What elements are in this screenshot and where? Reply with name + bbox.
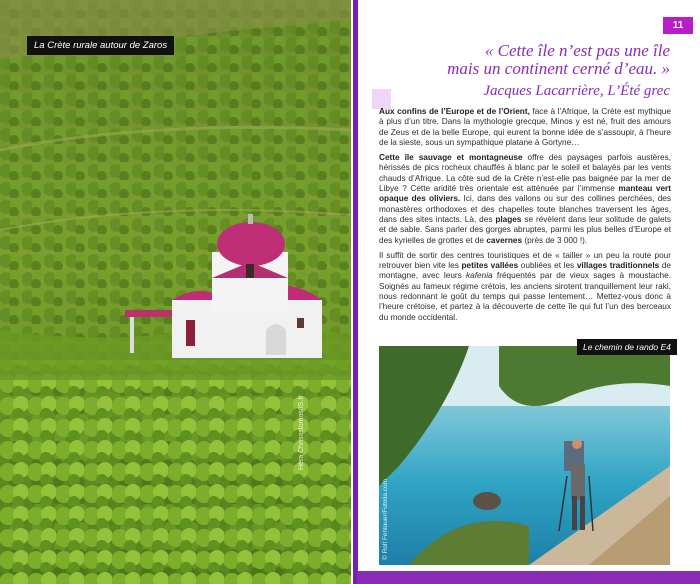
paragraph-marker	[372, 89, 391, 109]
p3-text-4: fréquentés par de vieux sages à moustache. Soignés au fameux régime crétois, les anciens sirotent tranquillement leur raki, nous redonnant le goût du temps qui passe lentement… Mettez-vous donc à l’heure crétoise, et partez à la découverte de cette île qui fut l’un des berceaux du monde occidental.	[379, 271, 671, 322]
paragraph-1	[379, 107, 671, 148]
p1-text: face à l’Afrique, la Crète est mythique à plus d’un titre. Dans la mythologie grecque, Minos y est né, fruit des amours de Zeus et de la belle Europe, qui eurent la bonne idée de s’assoupir, à l’heure de la sieste, sous un sympathique platane à Gortyne…	[379, 107, 671, 147]
beach-illustration	[379, 346, 670, 565]
page-edge-stripe	[353, 0, 358, 584]
quote-line-1: « Cette île n’est pas une île	[484, 41, 670, 60]
hiker-beach-photo	[379, 346, 670, 565]
p3-bold-1: petites vallées	[461, 261, 519, 271]
quote-author: Jacques Lacarrière, L’Été grec	[483, 83, 670, 99]
p2-text-3: se révèlent dans leur solitude de galets et de sable. Sans parler des gorges abruptes, parmi les plus belles d’Europe et des kyrielles de grottes et de	[379, 214, 671, 245]
body-text	[379, 107, 671, 328]
page-number: 11	[663, 17, 693, 34]
p3-bold-2: villages traditionnels	[576, 261, 660, 271]
bottom-color-bar	[357, 571, 700, 584]
p2-bold-3: cavernes	[486, 235, 523, 245]
right-photo-credit: © Rolf Fehlauer/Fotolia.com	[382, 478, 389, 560]
paragraph-3	[379, 251, 671, 323]
paragraph-2	[379, 153, 671, 246]
p3-text-3: de montagne, avec leurs	[379, 261, 671, 281]
left-photo-credit: Héra Chrisostomos/IS.fr	[298, 395, 305, 470]
p3-italic-1: kafenia	[466, 271, 493, 281]
right-photo-caption: Le chemin de rando E4	[577, 339, 677, 355]
p2-bold-2: plages	[495, 214, 522, 224]
p1-lead: Aux confins de l’Europe et de l’Orient,	[379, 107, 530, 116]
p2-text-4: (près de 3 000 !).	[522, 235, 588, 245]
p2-text-2: Ici, dans des vallons ou sur des collines perchées, des monastères orthodoxes et des chapelles toute blanches traversent les âges, dans des sites intacts. Là, des	[379, 194, 671, 224]
epigraph-quote	[420, 42, 670, 78]
p2-text-1: offre des paysages parfois austères, hérissés de pics rocheux chauffés à blanc par le soleil et balayés par les vents chauds d’Afrique. La côte sud de la Crète n’est-elle pas baignée par la mer de Libye ? Cette aridité très orientale est atténuée par l’immense	[379, 153, 671, 194]
p3-text-2: oubliées et les	[518, 261, 577, 271]
p3-text-1: Il suffit de sortir des centres touristiques et de « tailler » un peu la route pour retrouver bien vite les	[379, 250, 671, 271]
p2-bold-1: manteau vert opaque des oliviers.	[379, 184, 671, 204]
quote-line-2: mais un continent cerné d’eau. »	[447, 59, 670, 78]
left-photo-caption: La Crète rurale autour de Zaros	[27, 36, 174, 55]
p2-lead: Cette île sauvage et montagneuse	[379, 153, 523, 163]
